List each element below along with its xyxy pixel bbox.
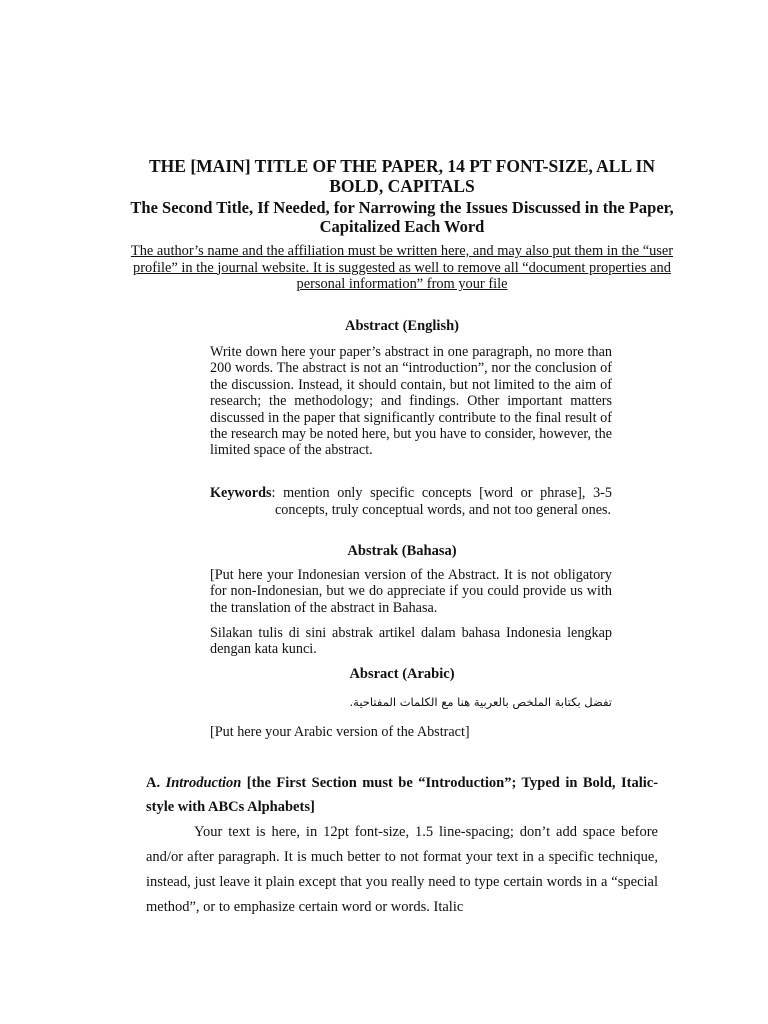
section-a-letter: A. bbox=[146, 775, 161, 791]
section-a-note: [the First Section must be “Introduction”; Typed in Bold, Italic-style with ABCs Alphabets] bbox=[146, 775, 659, 815]
author-affiliation-note: The author’s name and the affiliation must be written here, and may also put them in the “user profile” in the journal website. It is suggested as well to remove all “document properties and personal information” from your file bbox=[130, 243, 674, 292]
section-a-body: Your text is here, in 12pt font-size, 1.5 line-spacing; don’t add space before and/or after paragraph. It is much better to not format your text in a specific technique, instead, just leave it plain except that you really need to type certain words in a “special method”, or to emphasize certain word or words. Italic bbox=[146, 824, 658, 915]
keywords-text: : mention only specific concepts [word or phrase], 3-5 concepts, truly conceptual words, and not too general ones. bbox=[271, 485, 612, 518]
abstract-arabic-placeholder: [Put here your Arabic version of the Abstract] bbox=[210, 724, 470, 740]
keywords-paragraph bbox=[210, 485, 612, 519]
abstract-arabic-text: تفضل بكتابة الملخص بالعربية هنا مع الكلمات المفتاحية. bbox=[349, 695, 612, 709]
section-a-heading bbox=[146, 771, 658, 819]
abstract-english-heading: Abstract (English) bbox=[345, 318, 459, 334]
abstract-english-text: Write down here your paper’s abstract in one paragraph, no more than 200 words. The abstract is not an “introduction”, nor the conclusion of the discussion. Instead, it should contain, but not limited to the aim of research; the methodology; and findings. Other important matters discussed in the paper that significantly contribute to the final result of the research may be noted here, but you have to consider, however, the limited space of the abstract. bbox=[210, 344, 612, 459]
keywords-label: Keywords bbox=[210, 485, 272, 501]
sub-title: The Second Title, If Needed, for Narrowing the Issues Discussed in the Paper, Capitalized Each Word bbox=[130, 198, 674, 236]
section-a-title: Introduction bbox=[165, 775, 242, 791]
main-title: THE [MAIN] TITLE OF THE PAPER, 14 PT FONT-SIZE, ALL IN BOLD, CAPITALS bbox=[149, 156, 655, 196]
abstract-bahasa-para-1: [Put here your Indonesian version of the Abstract. It is not obligatory for non-Indonesian, but we do appreciate if you could provide us with the translation of the abstract in Bahasa. bbox=[210, 567, 612, 616]
abstract-bahasa-heading: Abstrak (Bahasa) bbox=[347, 543, 457, 559]
abstract-bahasa-para-2: Silakan tulis di sini abstrak artikel dalam bahasa Indonesia lengkap dengan kata kunci. bbox=[210, 625, 612, 658]
abstract-arabic-heading: Absract (Arabic) bbox=[349, 666, 455, 682]
